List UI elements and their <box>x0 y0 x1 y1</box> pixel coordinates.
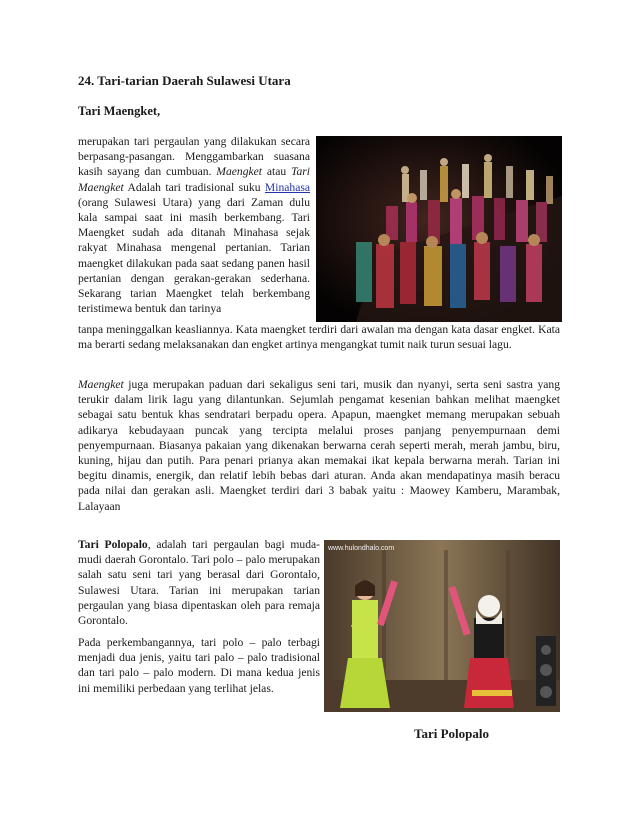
text-run-italic: Tari Maengket <box>78 165 310 194</box>
minahasa-link[interactable]: Minahasa <box>264 180 310 194</box>
polopalo-photo-graphic <box>324 540 560 712</box>
photo-watermark: www.hulondhalo.com <box>328 545 395 552</box>
maengket-photo-graphic <box>316 136 562 322</box>
maengket-paragraph-1 <box>78 134 310 316</box>
polopalo-name: Tari Polopalo <box>78 538 148 551</box>
text-run: Adalah tari tradisional suku <box>123 180 265 194</box>
text-run: (orang Sulawesi Utara) yang dari Zaman dulu kala sampai saat ini masih berkembang. Tari Maengket sudah ada ditanah Minahasa sejak rakyat Minahasa mengenal pertanian. Tarian maengket dilakukan pada saat sedang panen hasil pertanian dengan gerakan-gerakan sederhana. Sekarang tarian Maengket telah berkembang teristimewa bentuk dan tarinya <box>78 195 310 316</box>
text-run: atau <box>262 165 292 179</box>
text-run: juga merupakan paduan dari sekaligus seni tari, musik dan nyanyi, serta seni sastra yang terukir dalam lirik lagu yang dilantunkan. Sejumlah pengamat kesenian bahkan melihat maengket sebagai satu bentuk khas sendratari berpadu opera. Apapun, maengket memang merupakan sebuah adikarya kebudayaan puncak yang tercipta melalui proses panjang penyempurnaan demi penyempurnaan. Biasanya pakaian yang dikenakan berwarna cerah seperti merah, merah jambu, biru, kuning, hijau dan putih. Para penari prianya akan memakai ikat kepala berwarna merah. Tarian ini begitu dinamis, energik, dan relatif lebih bebas dari aturan. Anda akan mendapatinya masih beracu pada nilai dan gerakan asli. Maengket terdiri dari 3 babak yaitu : Maowey Kamberu, Marambak, Lalayaan <box>78 378 560 513</box>
polopalo-paragraph-1 <box>78 537 320 628</box>
maengket-title: Tari Maengket, <box>78 104 161 118</box>
maengket-paragraph-1-continued: tanpa meninggalkan keasliannya. Kata maengket terdiri dari awalan ma dengan kata dasar engket. Kata ma berarti sedang melaksanakan dan engket artinya mengangkat tumit naik turun sesuai lagu. <box>78 323 560 352</box>
text-run: , adalah tari pergaulan bagi muda-mudi daerah Gorontalo. Tari polo – palo merupakan salah satu seni tari yang berasal dari Gorontalo, Sulawesi Utara. Tarian ini merupakan tarian pergaulan yang biasa dipentaskan oleh para remaja Gorontalo. <box>78 538 321 628</box>
section-heading: 24. Tari-tarian Daerah Sulawesi Utara <box>78 73 291 88</box>
polopalo-dance-photo <box>324 540 560 712</box>
maengket-dance-photo <box>316 136 562 322</box>
polopalo-paragraph-2: Pada perkembangannya, tari polo – palo terbagi menjadi dua jenis, yaitu tari palo – palo tradisional dan tari palo – palo modern. Di mana kedua jenis ini memiliki perbedaan yang terlihat jelas. <box>78 636 320 695</box>
text-run: merupakan tari pergaulan yang dilakukan secara berpasang-pasangan. Menggambarkan suasana kasih sayang dan cumbuan. <box>78 135 310 179</box>
maengket-paragraph-2 <box>78 377 560 514</box>
text-run-italic: Maengket <box>78 378 124 391</box>
text-run-italic: Maengket <box>216 165 263 179</box>
polopalo-caption: Tari Polopalo <box>414 726 490 741</box>
